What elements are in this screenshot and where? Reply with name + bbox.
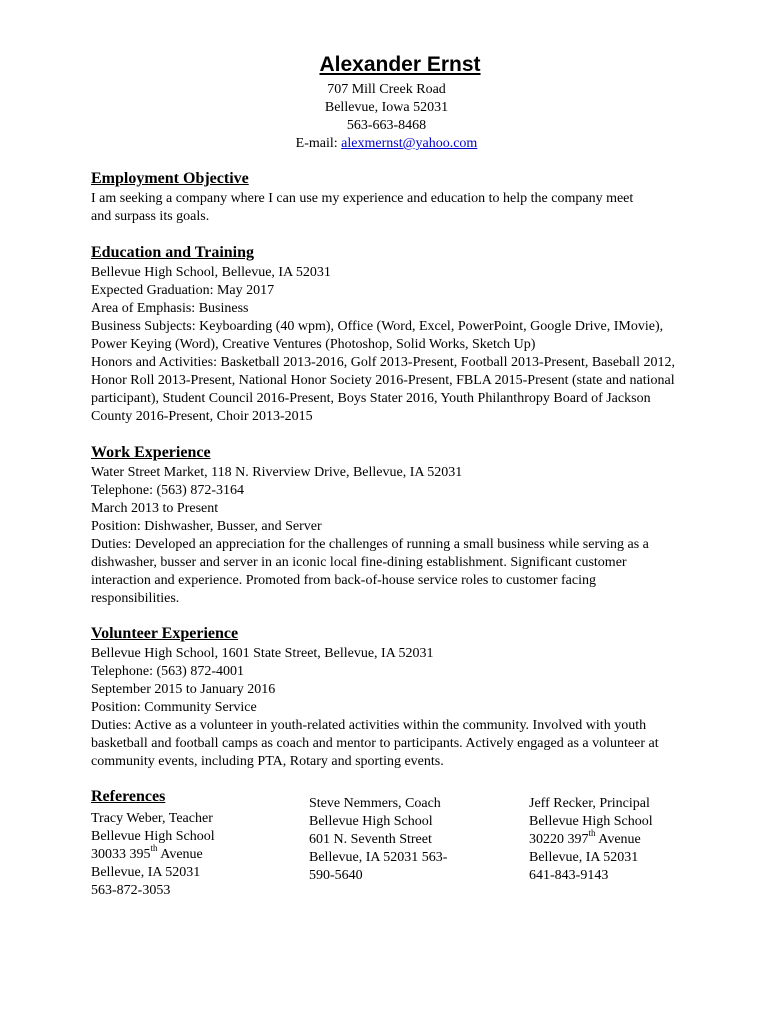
reference-organization: Bellevue High School: [309, 814, 433, 829]
reference-name: Tracy Weber, Teacher: [91, 811, 213, 826]
reference-organization: Bellevue High School: [529, 814, 653, 829]
work-dates: March 2013 to Present: [91, 501, 219, 516]
reference-street-number: 30220 397: [529, 832, 589, 847]
volunteer-telephone: Telephone: (563) 872-4001: [91, 664, 244, 679]
resume-header: [0, 52, 768, 153]
work-heading: Work Experience: [91, 444, 211, 461]
reference-street: [529, 828, 729, 849]
address-line-1: 707 Mill Creek Road: [327, 82, 446, 97]
education-subjects: Business Subjects: Keyboarding (40 wpm), Office (Word, Excel, PowerPoint, Google Drive, IMovie), Power Keying (Word), Creative Ventures (Photoshop, Solid Works, Sketch Up): [91, 319, 664, 352]
reference-organization: Bellevue High School: [91, 829, 215, 844]
work-duties: Duties: Developed an appreciation for the challenges of running a small business while serving as a dishwasher, busser and server in an iconic local fine-dining establishment. Significant customer interaction and experience. Promoted from back-of-house service roles to customer facing responsibilities.: [91, 537, 649, 606]
reference-street-name: Avenue: [157, 847, 203, 862]
volunteer-duties: Duties: Active as a volunteer in youth-related activities within the community. Involved with youth basketball and football camps as coach and mentor to participants. Actively engaged as a volunteer at community events, including PTA, Rotary and sporting events.: [91, 718, 659, 769]
reference-street-name: Avenue: [595, 832, 641, 847]
work-position: Position: Dishwasher, Busser, and Server: [91, 519, 322, 534]
reference-2: [309, 795, 509, 885]
reference-phone: 563-872-3053: [91, 883, 171, 898]
reference-phone: 641-843-9143: [529, 868, 609, 883]
objective-heading: Employment Objective: [91, 170, 249, 187]
volunteer-position: Position: Community Service: [91, 700, 257, 715]
education-section: [91, 243, 681, 426]
reference-street: [91, 843, 291, 864]
reference-street-suffix: th: [588, 828, 596, 838]
reference-street-number: 30033 395: [91, 847, 151, 862]
education-honors: Honors and Activities: Basketball 2013-2016, Golf 2013-Present, Football 2013-Present, Baseball 2012, Honor Roll 2013-Present, National Honor Society 2016-Present, FBLA 2015-Present (state and national participant), Student Council 2016-Present, Boys Stater 2016, Youth Philanthropy Board of Jackson County 2016-Present, Choir 2013-2015: [91, 355, 676, 424]
address-line-2: Bellevue, Iowa 52031: [324, 100, 449, 115]
reference-phone-continued: 590-5640: [309, 868, 363, 883]
reference-3: [529, 795, 729, 885]
education-emphasis: Area of Emphasis: Business: [91, 301, 249, 316]
reference-street: 601 N. Seventh Street: [309, 832, 432, 847]
reference-name: Steve Nemmers, Coach: [309, 796, 441, 811]
volunteer-dates: September 2015 to January 2016: [91, 682, 276, 697]
reference-city-phone: Bellevue, IA 52031 563-: [309, 850, 448, 865]
work-employer: Water Street Market, 118 N. Riverview Drive, Bellevue, IA 52031: [91, 465, 463, 480]
email-line: [5, 135, 768, 153]
reference-city: Bellevue, IA 52031: [529, 850, 639, 865]
reference-city: Bellevue, IA 52031: [91, 865, 201, 880]
volunteer-organization: Bellevue High School, 1601 State Street, Bellevue, IA 52031: [91, 646, 434, 661]
volunteer-heading: Volunteer Experience: [91, 625, 239, 642]
email-link[interactable]: alexmernst@yahoo.com: [341, 136, 478, 151]
phone-number: 563-663-8468: [346, 118, 427, 133]
education-heading: Education and Training: [91, 244, 255, 261]
email-label: E-mail:: [295, 136, 342, 151]
work-section: [91, 443, 681, 608]
volunteer-section: [91, 624, 681, 771]
reference-street-suffix: th: [150, 843, 158, 853]
objective-section: [91, 169, 681, 226]
education-school: Bellevue High School, Bellevue, IA 52031: [91, 265, 331, 280]
education-graduation: Expected Graduation: May 2017: [91, 283, 275, 298]
references-heading: References: [91, 788, 166, 805]
objective-text: I am seeking a company where I can use my experience and education to help the company meet and surpass its goals.: [91, 191, 634, 224]
applicant-name: Alexander Ernst: [319, 53, 481, 76]
reference-1: [91, 810, 291, 900]
work-telephone: Telephone: (563) 872-3164: [91, 483, 244, 498]
reference-name: Jeff Recker, Principal: [529, 796, 650, 811]
